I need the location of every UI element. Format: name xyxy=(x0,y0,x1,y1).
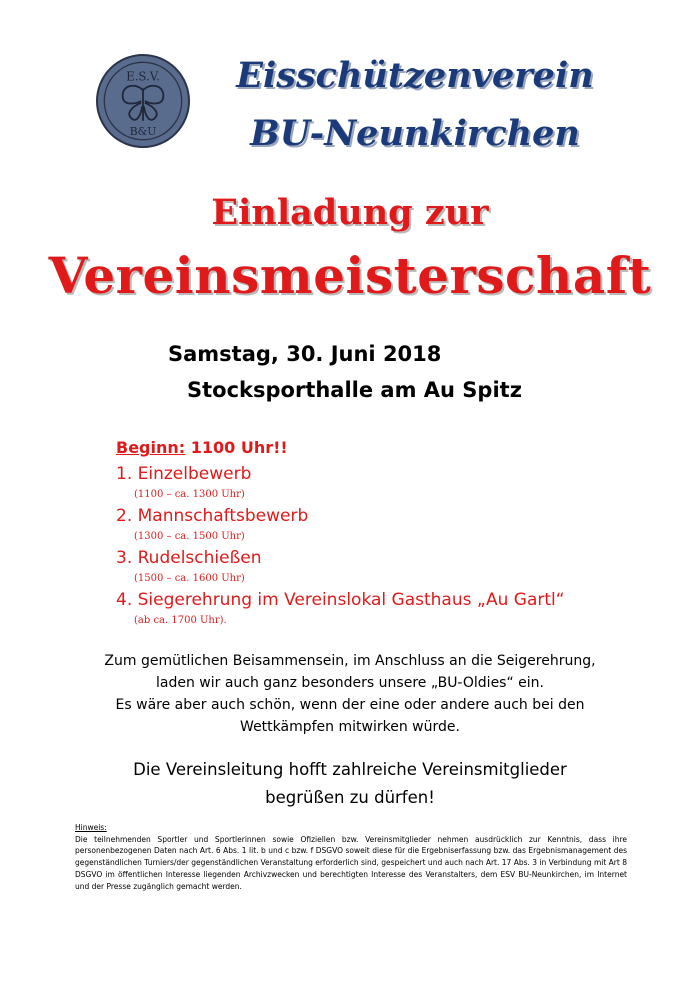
club-logo xyxy=(96,54,190,148)
social-line: Es wäre aber auch schön, wenn der eine oder andere auch bei den xyxy=(115,697,585,713)
club-name-line2: BU-Neunkirchen xyxy=(250,113,580,154)
social-line: laden wir auch ganz besonders unsere „BU-Oldies“ ein. xyxy=(155,675,544,691)
logo-top-text: E.S.V. xyxy=(126,69,160,84)
program-item-time: (1500 – ca. 1600 Uhr) xyxy=(134,573,245,584)
event-title: Vereinsmeisterschaft xyxy=(48,246,652,305)
social-line: Zum gemütlichen Beisammensein, im Anschluss an die Seigerehrung, xyxy=(104,653,596,669)
logo-bottom-text: B&U xyxy=(129,125,157,139)
begin-line xyxy=(116,438,565,457)
begin-label: Beginn: xyxy=(116,438,186,457)
closing-line: Die Vereinsleitung hofft zahlreiche Vereinsmitglieder xyxy=(133,760,567,779)
social-paragraph xyxy=(0,650,700,738)
program-item: 2. Mannschaftsbewerb xyxy=(116,506,309,526)
butterfly-emblem-icon xyxy=(98,56,188,146)
club-name-line1: Eisschützenverein xyxy=(236,55,594,96)
begin-time: 1100 Uhr!! xyxy=(190,438,288,457)
program-item: 4. Siegerehrung im Vereinslokal Gasthaus „Au Gartl“ xyxy=(116,590,565,610)
social-line: Wettkämpfen mitwirken würde. xyxy=(240,719,460,735)
program-item-time: (ab ca. 1700 Uhr). xyxy=(134,615,227,626)
invitation-title: Einladung zur xyxy=(211,192,489,233)
program-item-time: (1300 – ca. 1500 Uhr) xyxy=(134,531,245,542)
privacy-notice xyxy=(75,822,627,892)
notice-body: Die teilnehmenden Sportler und Sportlerinnen sowie Ofiziellen bzw. Vereinsmitglieder nehmen ausdrücklich zur Kenntnis, dass ihre personenbezogenen Daten nach Art. 6 Abs. 1 lit. b und c bzw. f DSGVO soweit diese für die Ergebniserfassung bzw. das Ergebnismanagement des gegenständlichen Turniers/der gegenständlichen Veranstaltung erforderlich sind, gespeichert und auch nach Art. 17 Abs. 3 in Verbindung mit Art 8 DSGVO im öffentlichen Interesse liegenden Archivzwecken und berechtigten Interesse des Veranstalters, dem ESV BU-Neunkirchen, im Internet und der Presse zugänglich gemacht werden. xyxy=(75,834,627,891)
event-date: Samstag, 30. Juni 2018 xyxy=(168,342,442,366)
closing-line: begrüßen zu dürfen! xyxy=(265,788,435,807)
notice-heading: Hinweis: xyxy=(75,823,107,832)
closing-paragraph xyxy=(0,756,700,812)
event-venue: Stocksporthalle am Au Spitz xyxy=(187,378,522,402)
program-item-time: (1100 – ca. 1300 Uhr) xyxy=(134,489,245,500)
program-item: 3. Rudelschießen xyxy=(116,548,262,568)
program-list xyxy=(116,438,565,631)
program-item: 1. Einzelbewerb xyxy=(116,464,252,484)
